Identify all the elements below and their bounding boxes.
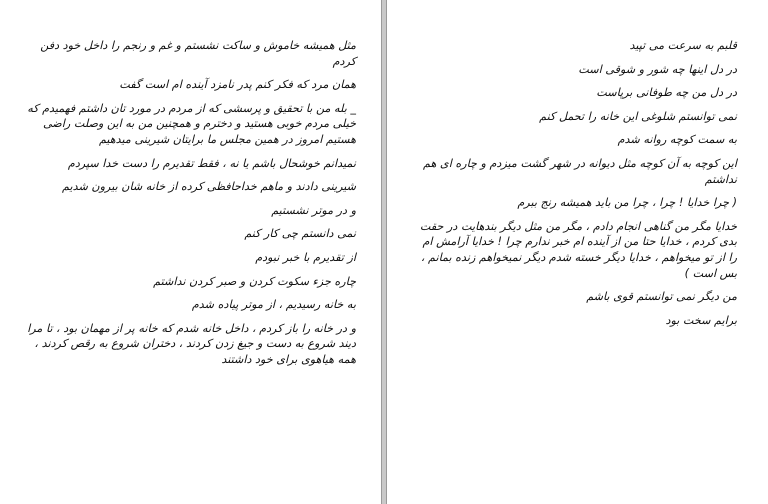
left-paragraph-8: از تقدیرم با خبر نبودم — [255, 250, 356, 264]
left-paragraph-1: مثل همیشه خاموش و ساکت نشستم و غم و رنجم را داخل خود دفن کردم — [40, 39, 356, 68]
left-paragraph-2: همان مرد که فکر کنم پدر نامزد آینده ام است گفت — [119, 78, 356, 92]
right-paragraph-3: در دل من چه طوفانی برپاست — [596, 86, 737, 100]
left-paragraph-7: نمی دانستم چی کار کنم — [244, 227, 356, 241]
left-page — [0, 0, 381, 504]
left-paragraph-9: چاره جزء سکوت کردن و صبر کردن نداشتم — [153, 274, 356, 288]
right-paragraph-2: در دل اینها چه شور و شوقی است — [578, 62, 737, 76]
right-paragraph-1: قلبم به سرعت می تپید — [629, 39, 737, 52]
right-page — [387, 0, 768, 504]
right-paragraph-7: ( چرا خدایا ! چرا ، چرا من باید همیشه رنج ببرم — [517, 196, 737, 210]
left-paragraph-10: به خانه رسیدیم ، از موتر پیاده شدم — [191, 298, 356, 312]
right-paragraph-4: نمی توانستم شلوغی این خانه را تحمل کنم — [539, 109, 737, 123]
left-paragraph-6: و در موتر نشستیم — [271, 203, 356, 217]
right-page-text — [415, 38, 737, 336]
left-paragraph-4: نمیدانم خوشحال باشم یا نه ، فقط تقدیرم را دست خدا سپردم — [67, 156, 356, 170]
right-paragraph-9: من دیگر نمی توانستم قوی باشم — [586, 290, 737, 304]
left-paragraph-5: شیرینی دادند و ماهم خداحافظی کرده از خانه شان بیرون شدیم — [62, 180, 356, 194]
left-page-text — [26, 38, 356, 376]
left-paragraph-3: _ بله من با تحقیق و پرسشی که از مردم در مورد تان داشتم فهمیدم که خیلی مردم خوبی هستید و دخترم و همچنین من به این وصلت راضی هستیم امروز در همین مجلس ما برایتان شیرینی میدهیم — [27, 101, 356, 146]
right-paragraph-5: به سمت کوچه روانه شدم — [617, 133, 737, 147]
right-paragraph-10: برایم سخت بود — [665, 313, 737, 327]
right-paragraph-8: خدایا مگر من گناهی انجام دادم ، مگر من مثل دیگر بندهایت در حقت بدی کردم ، خدایا حتا من از آینده ام خبر ندارم چرا ! خدایا آرامش ام را از تو میخواهم ، خدایا دیگر خسته شدم دیگر نمیخواهم زنده بمانم ، بس است ) — [419, 219, 737, 280]
left-paragraph-11: و در خانه را باز کردم ، داخل خانه شدم که خانه پر از مهمان بود ، تا مرا دیند شروع به دست و جیغ زدن کردند ، دختران شروع به رقص کردند ، همه هیاهوی برای خود داشتند — [27, 321, 356, 366]
right-paragraph-6: این کوچه به آن کوچه مثل دیوانه در شهر گشت میزدم و چاره ای هم نداشتم — [423, 156, 737, 186]
